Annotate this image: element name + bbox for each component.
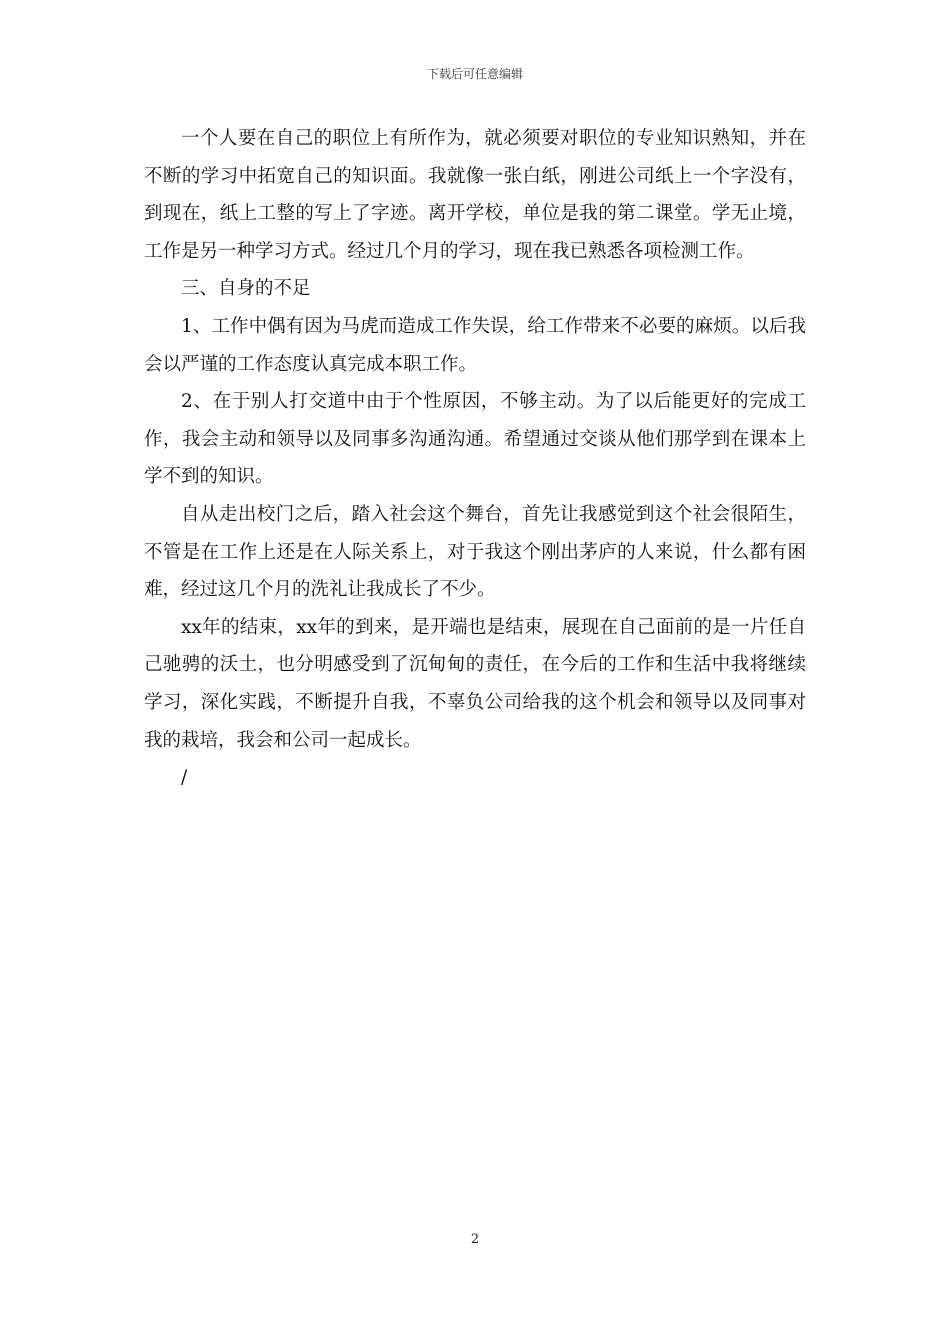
paragraph-slash: /: [181, 767, 188, 789]
section-heading-shortcomings: 三、自身的不足: [181, 278, 311, 300]
paragraph-society: 自从走出校门之后，踏入社会这个舞台，首先让我感觉到这个社会很陌生，不管是在工作上还是在人际关系上，对于我这个刚出茅庐的人来说，什么都有困难，经过这几个月的洗礼让我成长了不少。: [144, 503, 806, 601]
paragraph-shortcoming-2: 2、在于别人打交道中由于个性原因，不够主动。为了以后能更好的完成工作，我会主动和领导以及同事多沟通沟通。希望通过交谈从他们那学到在课本上学不到的知识。: [144, 391, 806, 488]
page-number: 2: [470, 1232, 480, 1247]
paragraph-knowledge: 一个人要在自己的职位上有所作为，就必须要对职位的专业知识熟知，并在不断的学习中拓宽自己的知识面。我就像一张白纸，刚进公司纸上一个字没有，到现在，纸上工整的写上了字迹。离开学校，单位是我的第二课堂。学无止境，工作是另一种学习方式。经过几个月的学习，现在我已熟悉各项检测工作。: [144, 128, 806, 262]
page-header: 下载后可任意编辑: [426, 67, 523, 81]
document-body: [144, 120, 806, 797]
paragraph-shortcoming-1: 1、工作中偶有因为马虎而造成工作失误，给工作带来不必要的麻烦。以后我会以严谨的工作态度认真完成本职工作。: [144, 315, 806, 375]
paragraph-conclusion: xx年的结束，xx年的到来，是开端也是结束，展现在自己面前的是一片任自己驰骋的沃土，也分明感受到了沉甸甸的责任，在今后的工作和生活中我将继续学习，深化实践，不断提升自我，不辜负公司给我的这个机会和领导以及同事对我的栽培，我会和公司一起成长。: [144, 616, 806, 751]
